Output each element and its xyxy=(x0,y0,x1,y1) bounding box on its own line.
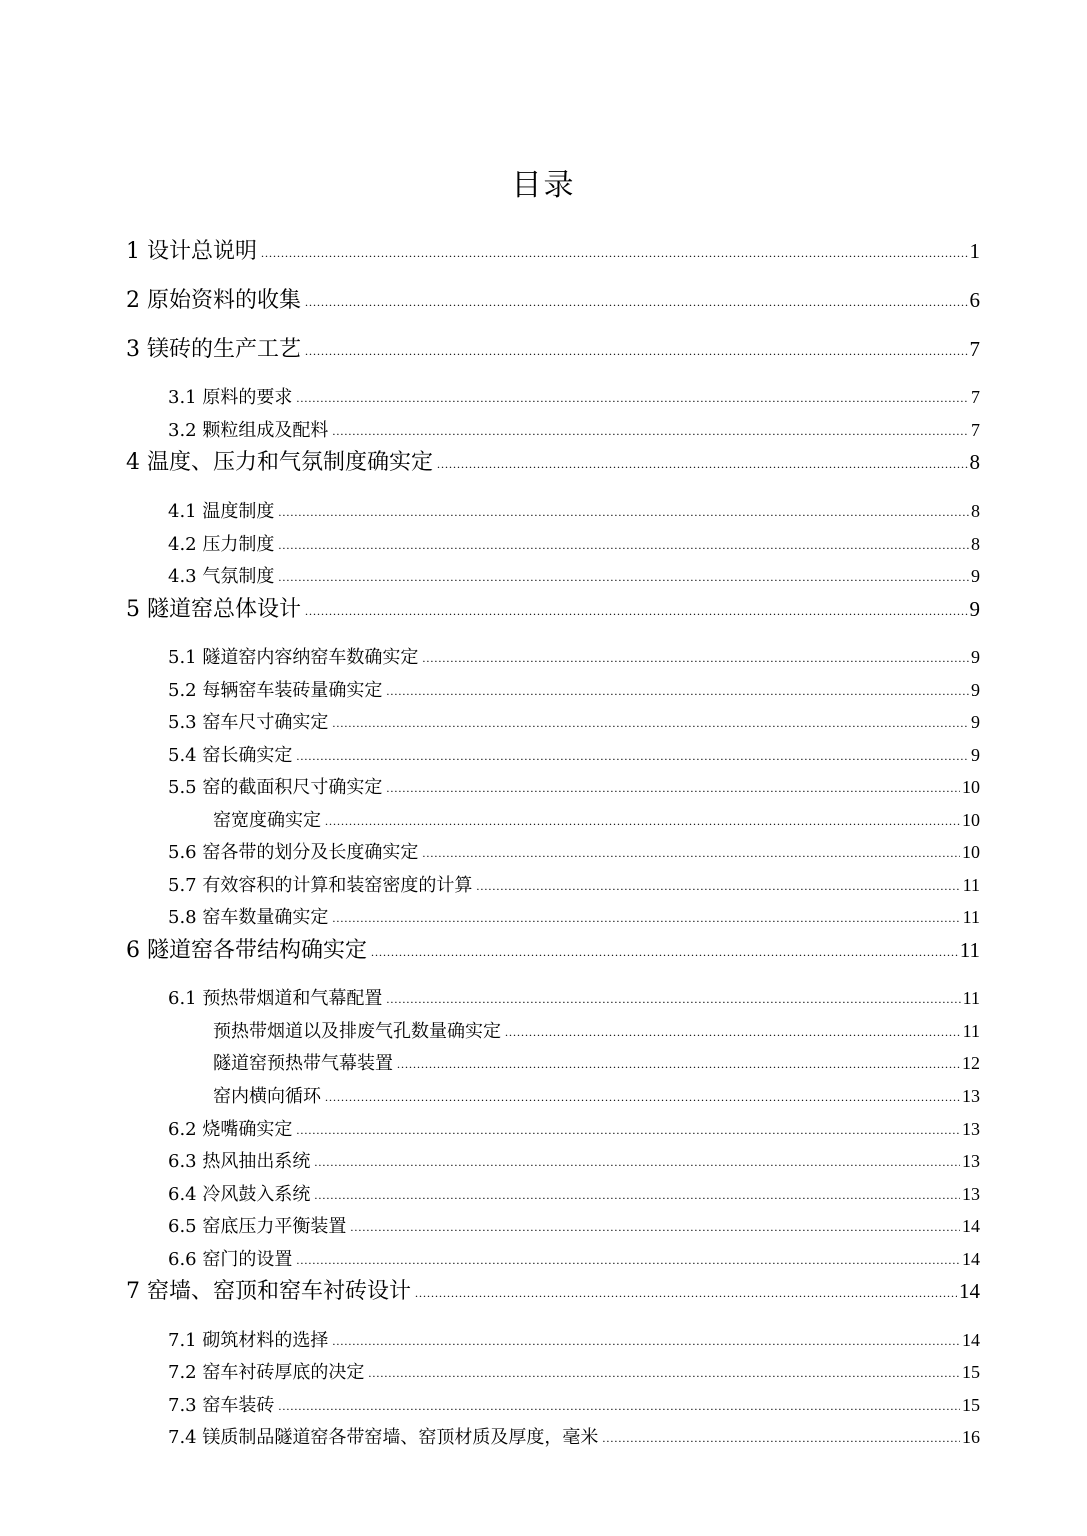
toc-dot-leader xyxy=(386,679,969,703)
toc-page-number: 9 xyxy=(971,680,980,700)
toc-entry-title: 5.1 隧道窑内容纳窑车数确实定 xyxy=(168,647,419,668)
toc-entry-title: 3.2 颗粒组成及配料 xyxy=(168,420,329,441)
toc-entry-title: 4.2 压力制度 xyxy=(168,534,275,555)
toc-dot-leader xyxy=(602,1426,960,1450)
toc-entry-title: 7 窑墙、窑顶和窑车衬砖设计 xyxy=(126,1279,411,1304)
toc-dot-leader xyxy=(350,1215,960,1239)
toc-entry-title: 4 温度、压力和气氛制度确实定 xyxy=(126,450,433,475)
toc-chapter-entry[interactable] xyxy=(126,286,980,317)
toc-entry-title: 6.3 热风抽出系统 xyxy=(168,1151,311,1172)
toc-page-number: 14 xyxy=(959,1279,980,1303)
toc-subsection-entry[interactable] xyxy=(213,1051,980,1077)
toc-section-entry[interactable] xyxy=(168,418,980,444)
toc-entry-title: 7.2 窑车衬砖厚底的决定 xyxy=(168,1362,365,1383)
toc-page-number: 13 xyxy=(962,1119,980,1139)
toc-chapter-entry[interactable] xyxy=(126,237,980,268)
toc-dot-leader xyxy=(296,386,969,410)
toc-page-number: 15 xyxy=(962,1362,980,1382)
toc-entry-title: 6.4 冷风鼓入系统 xyxy=(168,1184,311,1205)
toc-chapter-entry[interactable] xyxy=(126,1277,980,1308)
toc-chapter-entry[interactable] xyxy=(126,936,980,967)
toc-entry-title: 6.1 预热带烟道和气幕配置 xyxy=(168,988,383,1009)
toc-entry-title: 4.1 温度制度 xyxy=(168,501,275,522)
toc-dot-leader xyxy=(296,744,969,768)
toc-dot-leader xyxy=(314,1150,960,1174)
toc-entry-title: 5.5 窑的截面积尺寸确实定 xyxy=(168,777,383,798)
toc-dot-leader xyxy=(332,906,960,930)
toc-dot-leader xyxy=(368,1361,960,1385)
toc-section-entry[interactable] xyxy=(168,840,980,866)
toc-entry-title: 6.6 窑门的设置 xyxy=(168,1249,293,1270)
page-title: 目录 xyxy=(511,168,576,203)
toc-entry-title: 7.4 镁质制品隧道窑各带窑墙、窑顶材质及厚度，毫米 xyxy=(168,1427,599,1448)
toc-entry-title: 1 设计总说明 xyxy=(126,239,257,264)
toc-page-number: 7 xyxy=(969,337,980,361)
toc-dot-leader xyxy=(422,841,960,865)
toc-section-entry[interactable] xyxy=(168,1149,980,1175)
toc-subsection-entry[interactable] xyxy=(213,808,980,834)
toc-chapter-entry[interactable] xyxy=(126,595,980,626)
toc-page-number: 10 xyxy=(962,810,980,830)
toc-page-number: 12 xyxy=(962,1053,980,1073)
toc-dot-leader xyxy=(261,239,968,267)
toc-page-number: 16 xyxy=(962,1427,980,1447)
toc-page-number: 13 xyxy=(962,1086,980,1106)
toc-section-entry[interactable] xyxy=(168,1360,980,1386)
toc-dot-leader xyxy=(332,711,969,735)
toc-section-entry[interactable] xyxy=(168,873,980,899)
toc-entry-title: 5.4 窑长确实定 xyxy=(168,745,293,766)
toc-page-number: 9 xyxy=(971,745,980,765)
toc-page-number: 9 xyxy=(971,647,980,667)
toc-page-number: 9 xyxy=(971,712,980,732)
toc-page-number: 14 xyxy=(962,1216,980,1236)
toc-entry-title: 窑内横向循环 xyxy=(213,1086,321,1107)
toc-section-entry[interactable] xyxy=(168,499,980,525)
toc-dot-leader xyxy=(437,450,968,478)
toc-section-entry[interactable] xyxy=(168,1214,980,1240)
toc-dot-leader xyxy=(476,874,960,898)
toc-subsection-entry[interactable] xyxy=(213,1084,980,1110)
toc-entry-title: 5.7 有效容积的计算和装窑密度的计算 xyxy=(168,875,473,896)
toc-page-number: 15 xyxy=(962,1395,980,1415)
toc-chapter-entry[interactable] xyxy=(126,335,980,366)
toc-dot-leader xyxy=(415,1279,957,1307)
toc-dot-leader xyxy=(305,337,968,365)
toc-section-entry[interactable] xyxy=(168,710,980,736)
toc-entry-title: 隧道窑预热带气幕装置 xyxy=(213,1053,393,1074)
toc-page-number: 13 xyxy=(962,1184,980,1204)
toc-page-number: 9 xyxy=(971,566,980,586)
toc-section-entry[interactable] xyxy=(168,743,980,769)
toc-page-number: 14 xyxy=(962,1249,980,1269)
toc-section-entry[interactable] xyxy=(168,1117,980,1143)
toc-dot-leader xyxy=(305,288,968,316)
toc-entry-title: 5.3 窑车尺寸确实定 xyxy=(168,712,329,733)
toc-page-number: 10 xyxy=(962,842,980,862)
toc-subsection-entry[interactable] xyxy=(213,1019,980,1045)
toc-dot-leader xyxy=(422,646,969,670)
toc-entry-title: 3.1 原料的要求 xyxy=(168,387,293,408)
toc-page-number: 7 xyxy=(971,387,980,407)
toc-page-number: 13 xyxy=(962,1151,980,1171)
toc-entry-title: 5.6 窑各带的划分及长度确实定 xyxy=(168,842,419,863)
toc-page-number: 7 xyxy=(971,420,980,440)
toc-page-number: 8 xyxy=(969,450,980,474)
toc-entry-title: 7.3 窑车装砖 xyxy=(168,1395,275,1416)
toc-section-entry[interactable] xyxy=(168,1182,980,1208)
toc-section-entry[interactable] xyxy=(168,1247,980,1273)
toc-entry-title: 预热带烟道以及排废气孔数量确实定 xyxy=(213,1021,501,1042)
toc-section-entry[interactable] xyxy=(168,532,980,558)
toc-page-number: 11 xyxy=(962,988,980,1008)
toc-page-number: 10 xyxy=(962,777,980,797)
toc-dot-leader xyxy=(325,809,960,833)
toc-page-number: 11 xyxy=(962,907,980,927)
toc-entry-title: 5 隧道窑总体设计 xyxy=(126,597,301,622)
toc-dot-leader xyxy=(296,1118,960,1142)
toc-section-entry[interactable] xyxy=(168,385,980,411)
toc-dot-leader xyxy=(314,1183,960,1207)
toc-page-number: 14 xyxy=(962,1330,980,1350)
toc-page-number: 11 xyxy=(962,1021,980,1041)
toc-entry-title: 6.2 烧嘴确实定 xyxy=(168,1119,293,1140)
toc-section-entry[interactable] xyxy=(168,1393,980,1419)
toc-dot-leader xyxy=(296,1248,960,1272)
toc-dot-leader xyxy=(397,1052,960,1076)
toc-dot-leader xyxy=(505,1020,961,1044)
toc-dot-leader xyxy=(278,1394,960,1418)
toc-section-entry[interactable] xyxy=(168,1425,980,1451)
toc-entry-title: 2 原始资料的收集 xyxy=(126,288,301,313)
toc-page-number: 11 xyxy=(962,875,980,895)
toc-entry-title: 窑宽度确实定 xyxy=(213,810,321,831)
toc-entry-title: 6 隧道窑各带结构确实定 xyxy=(126,938,367,963)
toc-section-entry[interactable] xyxy=(168,1328,980,1354)
toc-page-number: 6 xyxy=(969,288,980,312)
toc-entry-title: 3 镁砖的生产工艺 xyxy=(126,337,301,362)
toc-page-number: 11 xyxy=(959,938,980,962)
toc-section-entry[interactable] xyxy=(168,905,980,931)
toc-dot-leader xyxy=(332,1329,960,1353)
toc-dot-leader xyxy=(332,419,969,443)
toc-dot-leader xyxy=(371,938,958,966)
toc-section-entry[interactable] xyxy=(168,775,980,801)
toc-dot-leader xyxy=(278,500,969,524)
toc-page-number: 9 xyxy=(969,597,980,621)
toc-dot-leader xyxy=(386,776,960,800)
toc-entry-title: 6.5 窑底压力平衡装置 xyxy=(168,1216,347,1237)
toc-entry-title: 4.3 气氛制度 xyxy=(168,566,275,587)
toc-entry-title: 5.2 每辆窑车装砖量确实定 xyxy=(168,680,383,701)
toc-entry-title: 5.8 窑车数量确实定 xyxy=(168,907,329,928)
toc-page-number: 8 xyxy=(971,501,980,521)
toc-section-entry[interactable] xyxy=(168,678,980,704)
toc-dot-leader xyxy=(386,987,960,1011)
toc-dot-leader xyxy=(325,1085,960,1109)
toc-dot-leader xyxy=(278,533,969,557)
toc-section-entry[interactable] xyxy=(168,986,980,1012)
toc-section-entry[interactable] xyxy=(168,564,980,590)
toc-dot-leader xyxy=(278,565,969,589)
toc-page-number: 8 xyxy=(971,534,980,554)
toc-page-number: 1 xyxy=(969,239,980,263)
toc-section-entry[interactable] xyxy=(168,645,980,671)
toc-chapter-entry[interactable] xyxy=(126,448,980,479)
toc-dot-leader xyxy=(305,597,968,625)
toc-entry-title: 7.1 砌筑材料的选择 xyxy=(168,1330,329,1351)
